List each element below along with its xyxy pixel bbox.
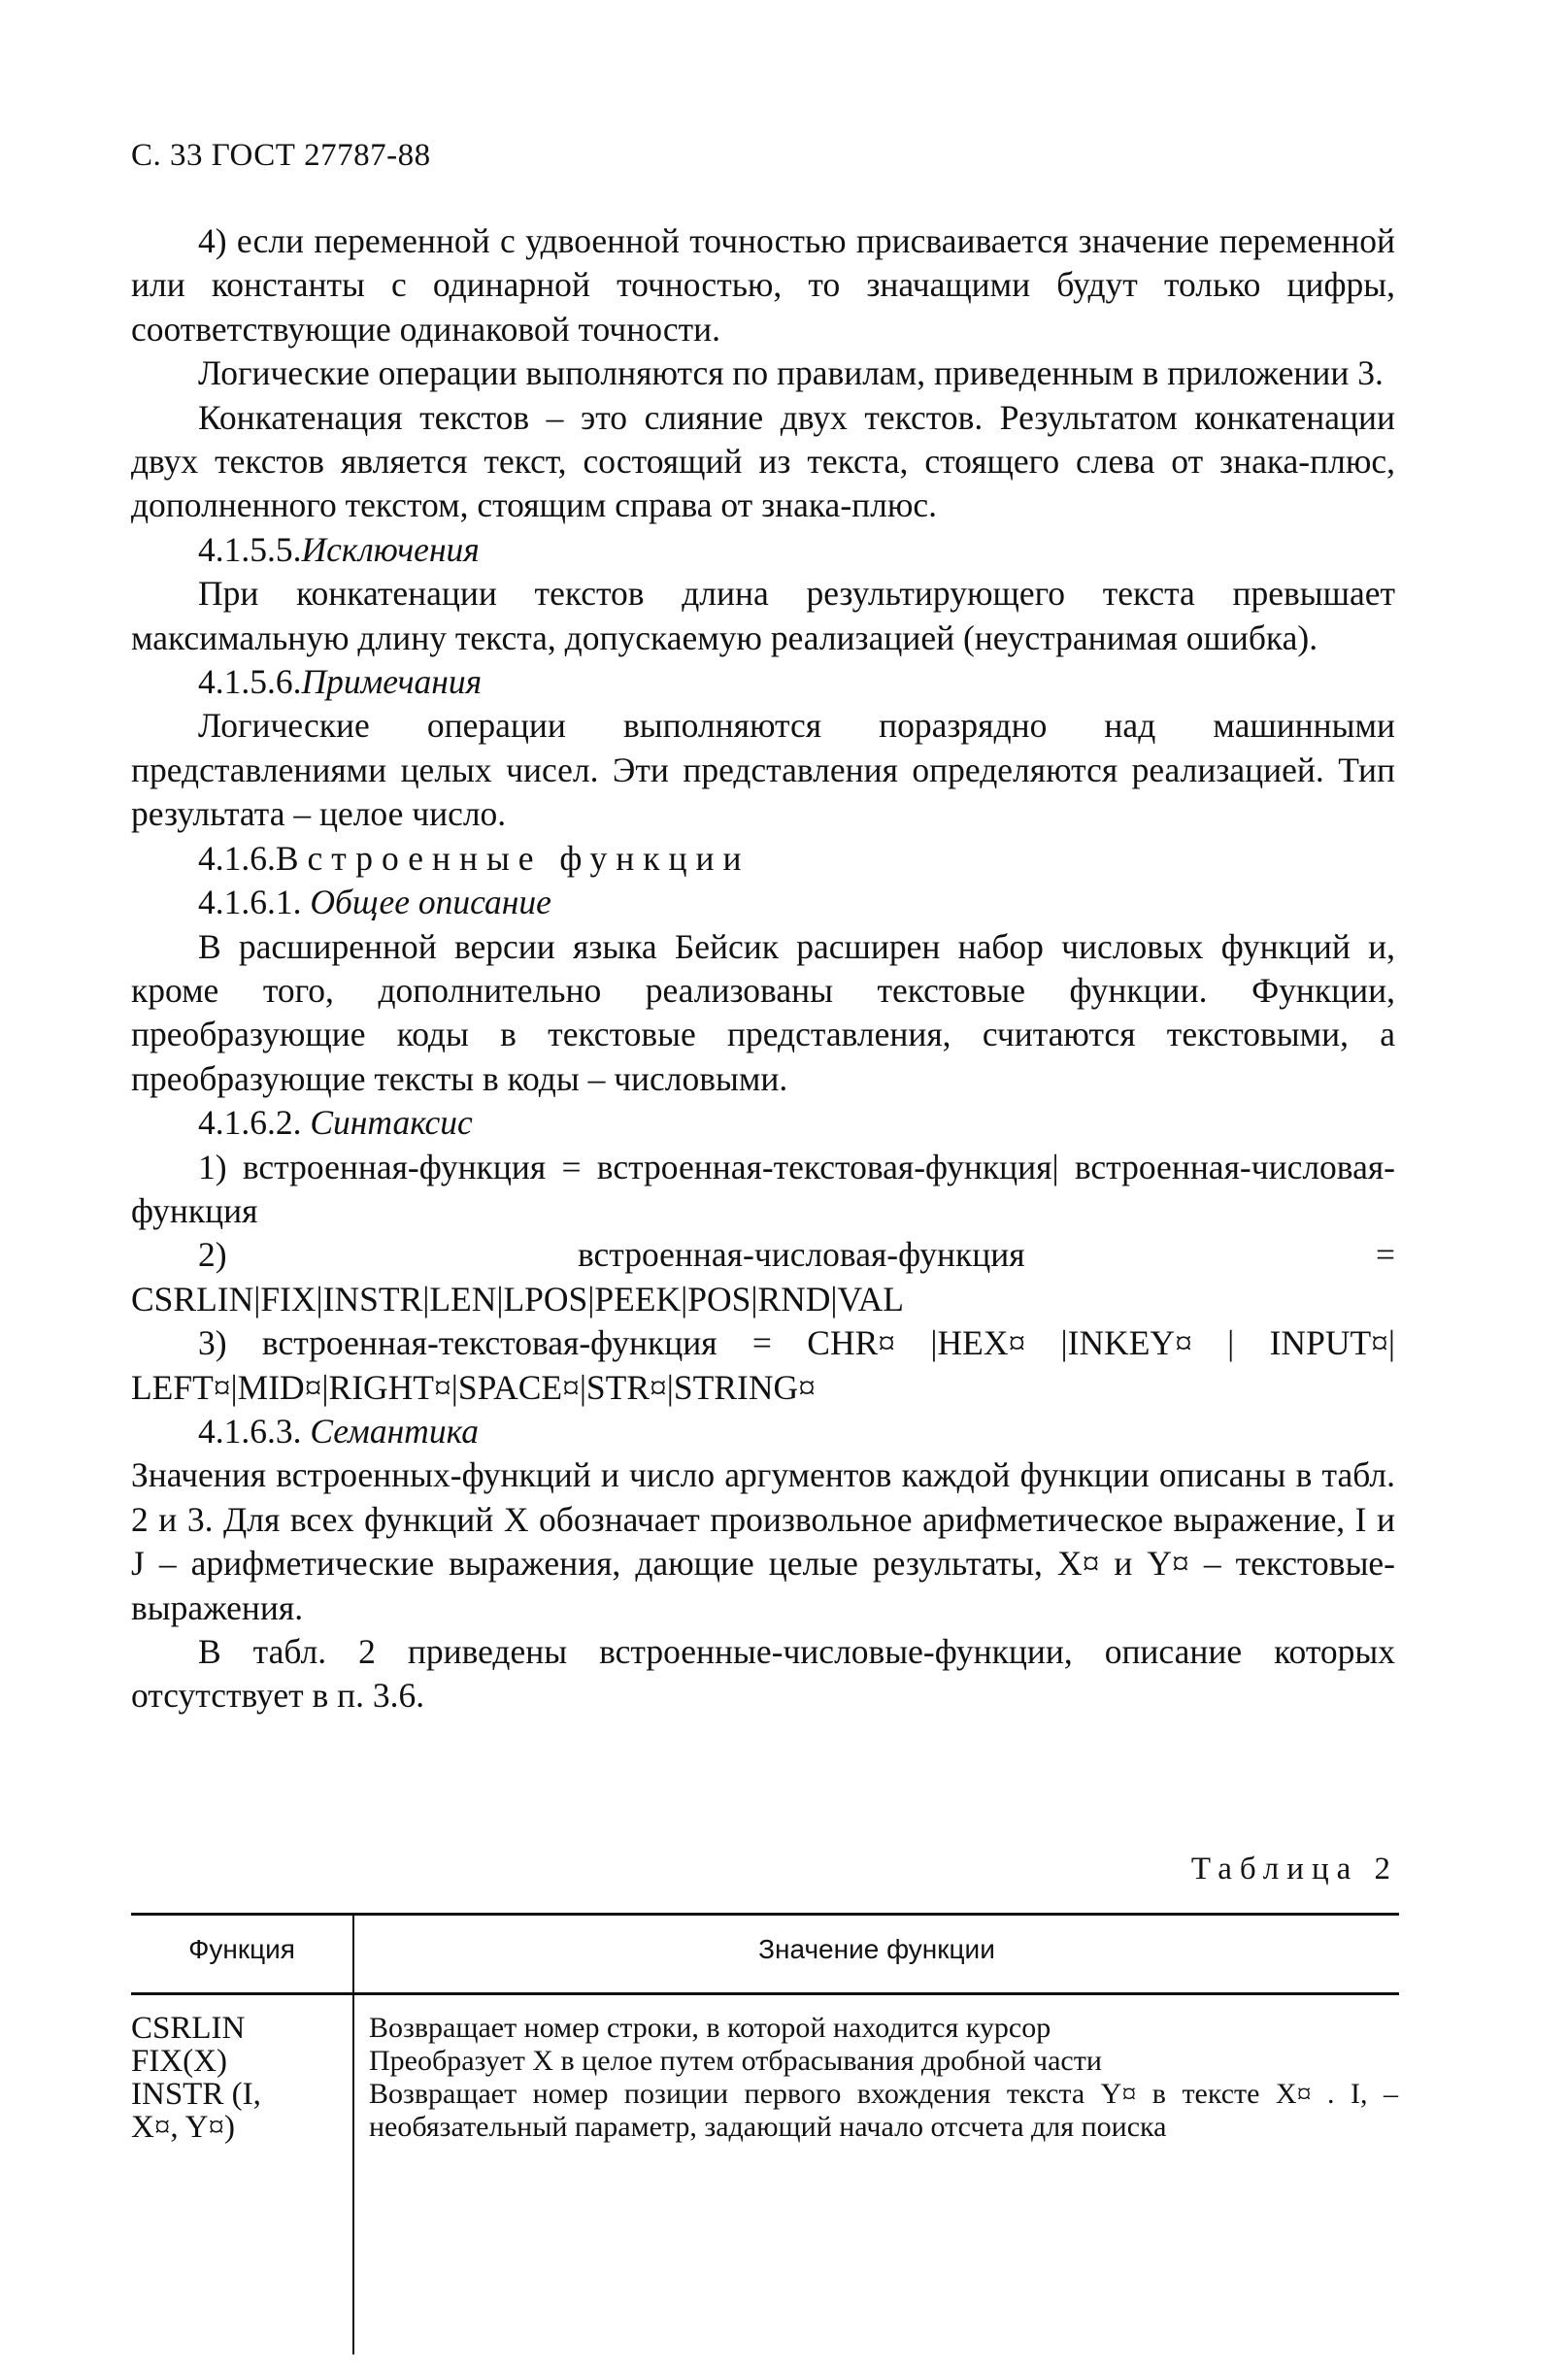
- table-caption: Таблица 2: [1190, 1852, 1398, 1886]
- section-number: 4.1.6.1.: [198, 883, 302, 922]
- table-cell-function: INSTR (I, X¤, Y¤): [131, 2077, 261, 2145]
- table-header-value: Значение функции: [758, 1934, 995, 1964]
- paragraph: Логические операции выполняются поразрядно над машинными представлениями целых чисел. Эти представления определяются реализацией. Тип результата – целое число.: [131, 706, 1395, 834]
- paragraph: Конкатенация текстов – это слияние двух текстов. Результатом конкатенации двух текстов является текст, состоящий из текста, стоящего слева от знака-плюс, дополненного текстом, стоящим справа от знака-плюс.: [131, 397, 1395, 525]
- section-heading-4163: [131, 1410, 1395, 1453]
- syntax-rule-1: 1) встроенная-функция = встроенная-текстовая-функция| встроенная-числовая-функция: [131, 1147, 1395, 1230]
- table-column-divider: [352, 1913, 354, 2354]
- paragraph: Значения встроенных-функций и число аргументов каждой функции описаны в табл. 2 и 3. Для всех функций X обозначает произвольное арифметическое выражение, I и J – арифметические выражения, дающие целые результаты, X¤ и Y¤ – текстовые-выражения.: [131, 1455, 1395, 1627]
- body-text: [131, 219, 1395, 1719]
- table-header-function: Функция: [188, 1934, 295, 1964]
- paragraph: При конкатенации текстов длина результирующего текста превышает максимальную длину текста, допускаемую реализацией (неустранимая ошибка).: [131, 574, 1395, 657]
- section-title: Встроенные функции: [275, 838, 751, 878]
- functions-table: [131, 1913, 1399, 2359]
- paragraph: В расширенной версии языка Бейсик расширен набор числовых функций и, кроме того, дополнительно реализованы текстовые функции. Функции, преобразующие коды в текстовые представления, считаются текстовыми, а преобразующие тексты в коды – числовыми.: [131, 926, 1395, 1098]
- table-cell-value: Преобразует X в целое путем отбрасывания дробной части: [369, 2045, 1102, 2077]
- function-column: [131, 2012, 347, 2144]
- section-title: Примечания: [301, 662, 483, 702]
- table-top-rule: [131, 1913, 1399, 1916]
- section-number: 4.1.6.2.: [198, 1103, 302, 1143]
- section-title: Семантика: [310, 1411, 480, 1451]
- table-cell-value: Возвращает номер позиции первого вхождения текста Y¤ в тексте X¤ . I, – необязательный параметр, задающий начало отсчета для поиска: [369, 2078, 1398, 2143]
- section-number: 4.1.6.: [198, 838, 276, 878]
- section-number: 4.1.5.6.: [198, 662, 302, 702]
- table-cell-function: CSRLIN: [131, 2011, 246, 2046]
- section-title: Общее описание: [310, 883, 551, 922]
- syntax-rule-2: 2) встроенная-числовая-функция = CSRLIN|FIX|INSTR|LEN|LPOS|PEEK|POS|RND|VAL: [131, 1235, 1395, 1319]
- paragraph: Логические операции выполняются по правилам, приведенным в приложении 3.: [198, 353, 1384, 393]
- section-heading-4155: [131, 528, 1395, 572]
- syntax-rule-3: 3) встроенная-текстовая-функция = CHR¤ |HEX¤ |INKEY¤ | INPUT¤| LEFT¤|MID¤|RIGHT¤|SPACE¤|STR¤|STRING¤: [131, 1323, 1395, 1407]
- page-header: С. 33 ГОСТ 27787-88: [131, 138, 431, 173]
- table-header-rule: [131, 1992, 1399, 1995]
- value-column: [369, 2012, 1398, 2144]
- section-number: 4.1.6.3.: [198, 1411, 302, 1451]
- section-title: Исключения: [301, 529, 480, 569]
- paragraph: В табл. 2 приведены встроенные-числовые-функции, описание которых отсутствует в п. 3.6.: [131, 1632, 1395, 1716]
- table-cell-function: FIX(X): [131, 2044, 227, 2079]
- section-heading-4161: [131, 881, 1395, 924]
- section-heading-416: [131, 837, 1395, 881]
- paragraph: 4) если переменной с удвоенной точностью присваивается значение переменной или константы с одинарной точностью, то значащими будут только цифры, соответствующие одинаковой точности.: [131, 221, 1395, 349]
- section-number: 4.1.5.5.: [198, 529, 302, 569]
- section-heading-4156: [131, 660, 1395, 704]
- table-cell-value: Возвращает номер строки, в которой находится курсор: [369, 2012, 1051, 2044]
- section-heading-4162: [131, 1101, 1395, 1145]
- section-title: Синтаксис: [310, 1103, 473, 1143]
